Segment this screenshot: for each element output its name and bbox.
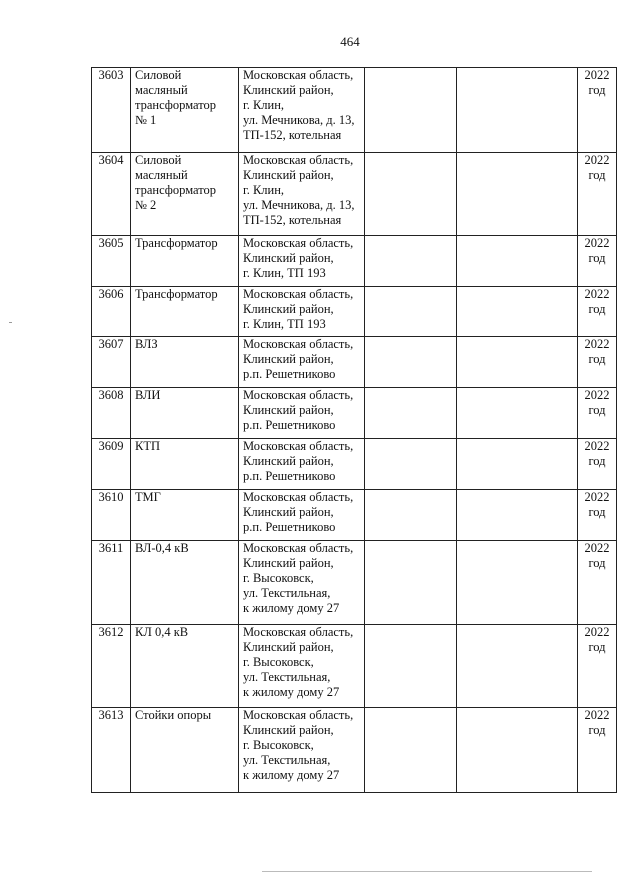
row-number: 3612 (92, 625, 131, 708)
empty-cell (365, 708, 457, 793)
object-address: Московская область, Клинский район, г. Высоковск, ул. Текстильная, к жилому дому 27 (239, 708, 365, 793)
row-number: 3610 (92, 490, 131, 541)
table-row (92, 153, 617, 236)
year-cell: 2022 год (578, 68, 617, 153)
object-name: Трансформатор (131, 287, 239, 337)
year-cell: 2022 год (578, 388, 617, 439)
empty-cell (457, 708, 578, 793)
empty-cell (365, 490, 457, 541)
year-cell: 2022 год (578, 625, 617, 708)
row-number: 3606 (92, 287, 131, 337)
row-number: 3609 (92, 439, 131, 490)
object-name: ТМГ (131, 490, 239, 541)
row-number: 3605 (92, 236, 131, 287)
table-row (92, 490, 617, 541)
object-name: ВЛИ (131, 388, 239, 439)
empty-cell (457, 490, 578, 541)
row-number: 3603 (92, 68, 131, 153)
page-number: 464 (340, 34, 360, 49)
empty-cell (457, 439, 578, 490)
empty-cell (365, 287, 457, 337)
table-row (92, 439, 617, 490)
object-name: Стойки опоры (131, 708, 239, 793)
object-address: Московская область, Клинский район, р.п. Решетниково (239, 490, 365, 541)
object-name: Силовой масляный трансформатор № 2 (131, 153, 239, 236)
object-address: Московская область, Клинский район, г. Клин, ТП 193 (239, 287, 365, 337)
year-cell: 2022 год (578, 236, 617, 287)
empty-cell (365, 625, 457, 708)
empty-cell (457, 236, 578, 287)
object-address: Московская область, Клинский район, р.п. Решетниково (239, 439, 365, 490)
object-address: Московская область, Клинский район, г. Высоковск, ул. Текстильная, к жилому дому 27 (239, 625, 365, 708)
year-cell: 2022 год (578, 439, 617, 490)
object-address: Московская область, Клинский район, г. Клин, ул. Мечникова, д. 13, ТП-152, котельная (239, 68, 365, 153)
row-number: 3604 (92, 153, 131, 236)
year-cell: 2022 год (578, 287, 617, 337)
object-name: Силовой масляный трансформатор № 1 (131, 68, 239, 153)
empty-cell (365, 68, 457, 153)
table-row (92, 708, 617, 793)
object-name: КЛ 0,4 кВ (131, 625, 239, 708)
row-number: 3611 (92, 541, 131, 625)
year-cell: 2022 год (578, 337, 617, 388)
table-row (92, 625, 617, 708)
table-row (92, 287, 617, 337)
empty-cell (365, 153, 457, 236)
empty-cell (457, 68, 578, 153)
object-address: Московская область, Клинский район, р.п. Решетниково (239, 388, 365, 439)
row-number: 3608 (92, 388, 131, 439)
object-name: ВЛЗ (131, 337, 239, 388)
object-name: Трансформатор (131, 236, 239, 287)
year-cell: 2022 год (578, 490, 617, 541)
year-cell: 2022 год (578, 708, 617, 793)
year-cell: 2022 год (578, 153, 617, 236)
row-number: 3613 (92, 708, 131, 793)
property-registry-table (91, 67, 617, 793)
empty-cell (457, 287, 578, 337)
empty-cell (457, 337, 578, 388)
empty-cell (457, 153, 578, 236)
object-address: Московская область, Клинский район, г. Клин, ТП 193 (239, 236, 365, 287)
object-address: Московская область, Клинский район, г. Высоковск, ул. Текстильная, к жилому дому 27 (239, 541, 365, 625)
empty-cell (457, 541, 578, 625)
table-row (92, 337, 617, 388)
object-address: Московская область, Клинский район, р.п. Решетниково (239, 337, 365, 388)
empty-cell (457, 625, 578, 708)
empty-cell (365, 337, 457, 388)
empty-cell (365, 388, 457, 439)
page-edge-line (262, 871, 592, 872)
object-name: КТП (131, 439, 239, 490)
table-row (92, 68, 617, 153)
object-name: ВЛ-0,4 кВ (131, 541, 239, 625)
empty-cell (365, 541, 457, 625)
table-row (92, 541, 617, 625)
empty-cell (365, 236, 457, 287)
object-address: Московская область, Клинский район, г. Клин, ул. Мечникова, д. 13, ТП-152, котельная (239, 153, 365, 236)
table-row (92, 388, 617, 439)
table-row (92, 236, 617, 287)
empty-cell (365, 439, 457, 490)
empty-cell (457, 388, 578, 439)
registry-table-body (92, 68, 617, 793)
row-number: 3607 (92, 337, 131, 388)
year-cell: 2022 год (578, 541, 617, 625)
scan-speck (9, 322, 12, 323)
